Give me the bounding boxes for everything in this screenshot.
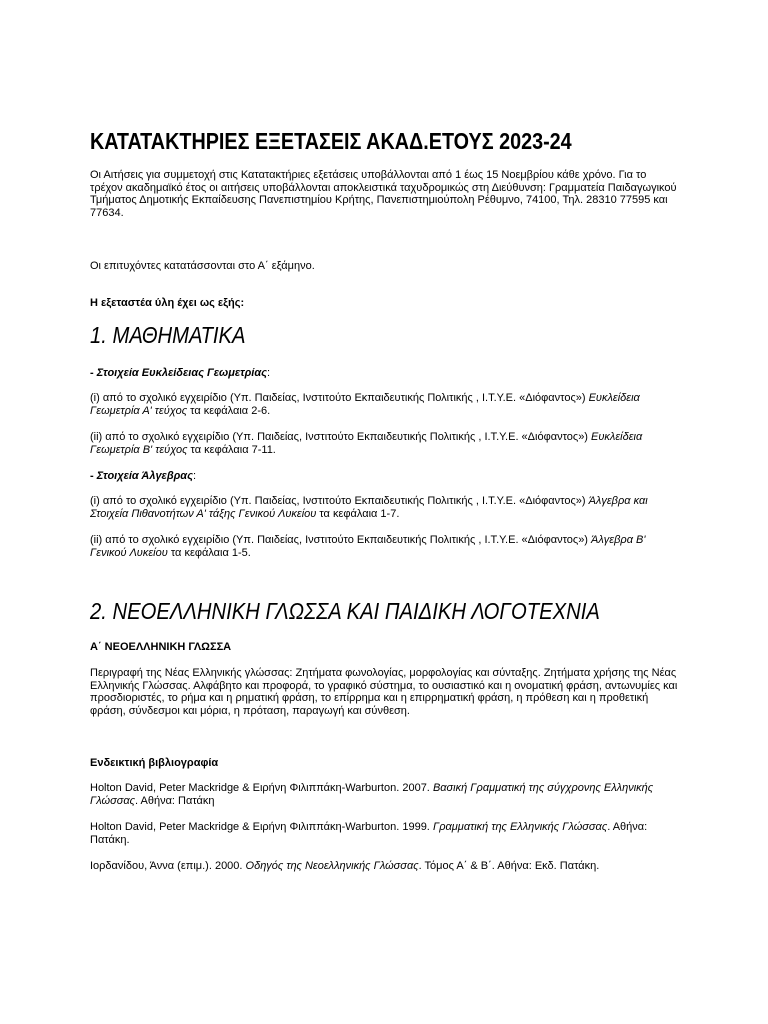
bib-entry-2-authors: Holton David, Peter Mackridge & Ειρήνη Φιλιππάκη-Warburton. 1999. bbox=[90, 821, 433, 833]
language-description: Περιγραφή της Νέας Ελληνικής γλώσσας: Ζητήματα φωνολογίας, μορφολογίας και σύνταξης. Ζητήματα χρήσης της Νέας Ελληνικής Γλώσσας. Αλφάβητο και προφορά, το γραφικό σύστημα, το ουσιαστικό και η ονοματική φράση, αντωνυμίες και προσδιοριστές, το ρήμα και η ρηματική φράση, το επίρρημα και η επιρρηματική φράση, η πρόθεση και η προθετική φράση, σύνδεσμοι και μόρια, η πρόταση, παραγωγή και σύνθεση. bbox=[90, 667, 678, 717]
geometry-prefix: - bbox=[90, 367, 97, 379]
geometry-item-i-text: (i) από το σχολικό εγχειρίδιο (Υπ. Παιδείας, Ινστιτούτο Εκπαιδευτικής Πολιτικής , Ι.Τ.Υ.Ε. «Διόφαντος») bbox=[90, 392, 589, 404]
geometry-suffix: : bbox=[267, 367, 271, 379]
bib-entry-3-title: Οδηγός της Νεοελληνικής Γλώσσας bbox=[245, 860, 419, 872]
algebra-item-ii-chapters: τα κεφάλαια 1-5. bbox=[167, 546, 251, 559]
geometry-item-i bbox=[90, 392, 680, 417]
algebra-subheading bbox=[90, 470, 680, 483]
syllabus-heading: Η εξεταστέα ύλη έχει ως εξής: bbox=[90, 297, 245, 309]
algebra-item-ii-text: (ii) από το σχολικό εγχειρίδιο (Υπ. Παιδείας, Ινστιτούτο Εκπαιδευτικής Πολιτικής , Ι.Τ.Υ.Ε. «Διόφαντος») bbox=[90, 534, 592, 546]
page-title: ΚΑΤΑΤΑΚΤΗΡΙΕΣ ΕΞΕΤΑΣΕΙΣ ΑΚΑΔ.ΕΤΟΥΣ 2023-24 bbox=[90, 128, 572, 154]
geometry-item-i-book: Ευκλείδεια Γεωμετρία Α' τεύχος bbox=[90, 392, 640, 417]
placement-note: Οι επιτυχόντες κατατάσσονται στο Α΄ εξάμηνο. bbox=[90, 260, 315, 272]
language-heading: 2. ΝΕΟΕΛΛΗΝΙΚΗ ΓΛΩΣΣΑ ΚΑΙ ΠΑΙΔΙΚΗ ΛΟΓΟΤΕΧΝΙΑ bbox=[90, 598, 600, 624]
geometry-label: Στοιχεία Ευκλείδειας Γεωμετρίας bbox=[96, 367, 267, 379]
bib-entry-1-title: Βασική Γραμματική της σύγχρονης Ελληνικής Γλώσσας bbox=[90, 782, 654, 807]
bib-entry-3-authors: Ιορδανίδου, Άννα (επιμ.). 2000. bbox=[90, 860, 246, 872]
bib-entry-3-publisher: . Τόμος Α΄ & Β΄. Αθήνα: Εκδ. Πατάκη. bbox=[418, 860, 600, 872]
geometry-item-ii-chapters: τα κεφάλαια 7-11. bbox=[187, 443, 276, 456]
algebra-suffix: : bbox=[192, 470, 197, 482]
algebra-item-ii-book: Άλγεβρα Β' Γενικού Λυκείου bbox=[90, 534, 646, 559]
algebra-prefix: - bbox=[90, 470, 97, 482]
algebra-item-i-chapters: τα κεφάλαια 1-7. bbox=[316, 507, 400, 520]
algebra-item-i-text: (i) από το σχολικό εγχειρίδιο (Υπ. Παιδείας, Ινστιτούτο Εκπαιδευτικής Πολιτικής , Ι.Τ.Υ.Ε. «Διόφαντος») bbox=[90, 495, 589, 507]
algebra-item-i-book: Άλγεβρα και Στοιχεία Πιθανοτήτων Α' τάξης Γενικού Λυκείου bbox=[90, 495, 648, 520]
geometry-item-i-chapters: τα κεφάλαια 2-6. bbox=[187, 404, 271, 417]
bibliography-entry-2 bbox=[90, 821, 680, 846]
bib-entry-1-authors: Holton David, Peter Mackridge & Ειρήνη Φιλιππάκη-Warburton. 2007. bbox=[90, 782, 433, 794]
geometry-item-ii-book: Ευκλείδεια Γεωμετρία Β' τεύχος bbox=[90, 431, 643, 456]
algebra-item-ii bbox=[90, 534, 680, 559]
math-heading: 1. ΜΑΘΗΜΑΤΙΚΑ bbox=[90, 322, 246, 348]
bib-entry-2-publisher: . Αθήνα: Πατάκη. bbox=[90, 821, 648, 846]
geometry-item-ii-text: (ii) από το σχολικό εγχειρίδιο (Υπ. Παιδείας, Ινστιτούτο Εκπαιδευτικής Πολιτικής , Ι.Τ.Υ.Ε. «Διόφαντος») bbox=[90, 431, 592, 443]
algebra-label: Στοιχεία Άλγεβρας bbox=[96, 470, 193, 482]
modern-greek-subheading: Α΄ ΝΕΟΕΛΛΗΝΙΚΗ ΓΛΩΣΣΑ bbox=[90, 641, 232, 653]
algebra-item-i bbox=[90, 495, 680, 520]
bib-entry-1-publisher: . Αθήνα: Πατάκη bbox=[135, 794, 215, 807]
geometry-subheading bbox=[90, 367, 680, 380]
geometry-item-ii bbox=[90, 431, 680, 456]
intro-paragraph: Οι Αιτήσεις για συμμετοχή στις Κατατακτήριες εξετάσεις υποβάλλονται από 1 έως 15 Νοεμβρίου κάθε χρόνο. Για το τρέχον ακαδημαϊκό έτος οι αιτήσεις υποβάλλονται αποκλειστικά ταχυδρομικώς στη Διεύθυνση: Γραμματεία Παιδαγωγικού Τμήματος Δημοτικής Εκπαίδευσης Πανεπιστημίου Κρήτης, Πανεπιστημιούπολη Ρέθυμνο, 74100, Τηλ. 28310 77595 και 77634. bbox=[90, 169, 677, 219]
bibliography-heading: Ενδεικτική βιβλιογραφία bbox=[90, 757, 219, 769]
bib-entry-2-title: Γραμματική της Ελληνικής Γλώσσας bbox=[432, 821, 608, 833]
bibliography-entry-3 bbox=[90, 860, 680, 873]
bibliography-entry-1 bbox=[90, 782, 680, 807]
